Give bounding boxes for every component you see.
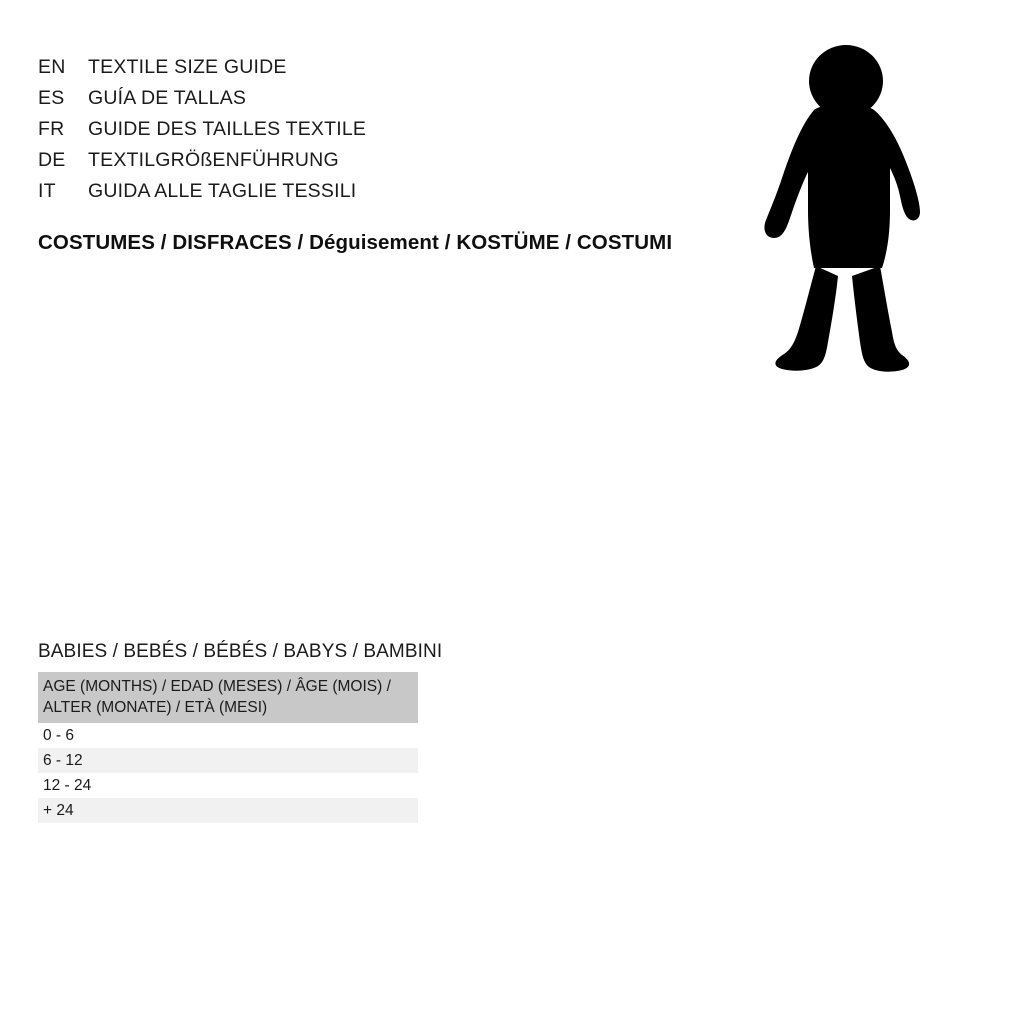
costumes-subtitle: COSTUMES / DISFRACES / Déguisement / KOSTÜME / COSTUMI — [38, 231, 673, 254]
table-row — [38, 723, 418, 748]
table-caption: BABIES / BEBÉS / BÉBÉS / BABYS / BAMBINI — [38, 641, 443, 662]
table-row — [38, 798, 418, 823]
size-table-section — [38, 641, 443, 823]
language-text-fr: GUIDE DES TAILLES TEXTILE — [88, 118, 367, 140]
language-text-de: TEXTILGRÖßENFÜHRUNG — [88, 149, 339, 171]
table-header-row — [38, 672, 418, 723]
language-text-it: GUIDA ALLE TAGLIE TESSILI — [88, 180, 357, 202]
language-text-en: TEXTILE SIZE GUIDE — [88, 56, 287, 78]
table-cell-age-range: 6 - 12 — [38, 748, 418, 773]
language-row-es — [38, 83, 718, 114]
language-row-fr — [38, 114, 718, 145]
size-table — [38, 672, 418, 823]
table-cell-age-range: 12 - 24 — [38, 773, 418, 798]
language-row-it — [38, 176, 718, 207]
language-code-es: ES — [38, 87, 65, 109]
table-row — [38, 773, 418, 798]
table-cell-age-range: + 24 — [38, 798, 418, 823]
language-row-de — [38, 145, 718, 176]
table-column-header-age: AGE (MONTHS) / EDAD (MESES) / ÂGE (MOIS) / ALTER (MONATE) / ETÀ (MESI) — [38, 672, 418, 723]
language-code-fr: FR — [38, 118, 65, 140]
language-row-en — [38, 52, 718, 83]
table-row — [38, 748, 418, 773]
baby-silhouette-icon — [752, 44, 932, 374]
language-header-block — [38, 52, 718, 207]
language-code-en: EN — [38, 56, 66, 78]
language-code-it: IT — [38, 180, 56, 202]
language-code-de: DE — [38, 149, 66, 171]
table-cell-age-range: 0 - 6 — [38, 723, 418, 748]
language-text-es: GUÍA DE TALLAS — [88, 87, 247, 109]
